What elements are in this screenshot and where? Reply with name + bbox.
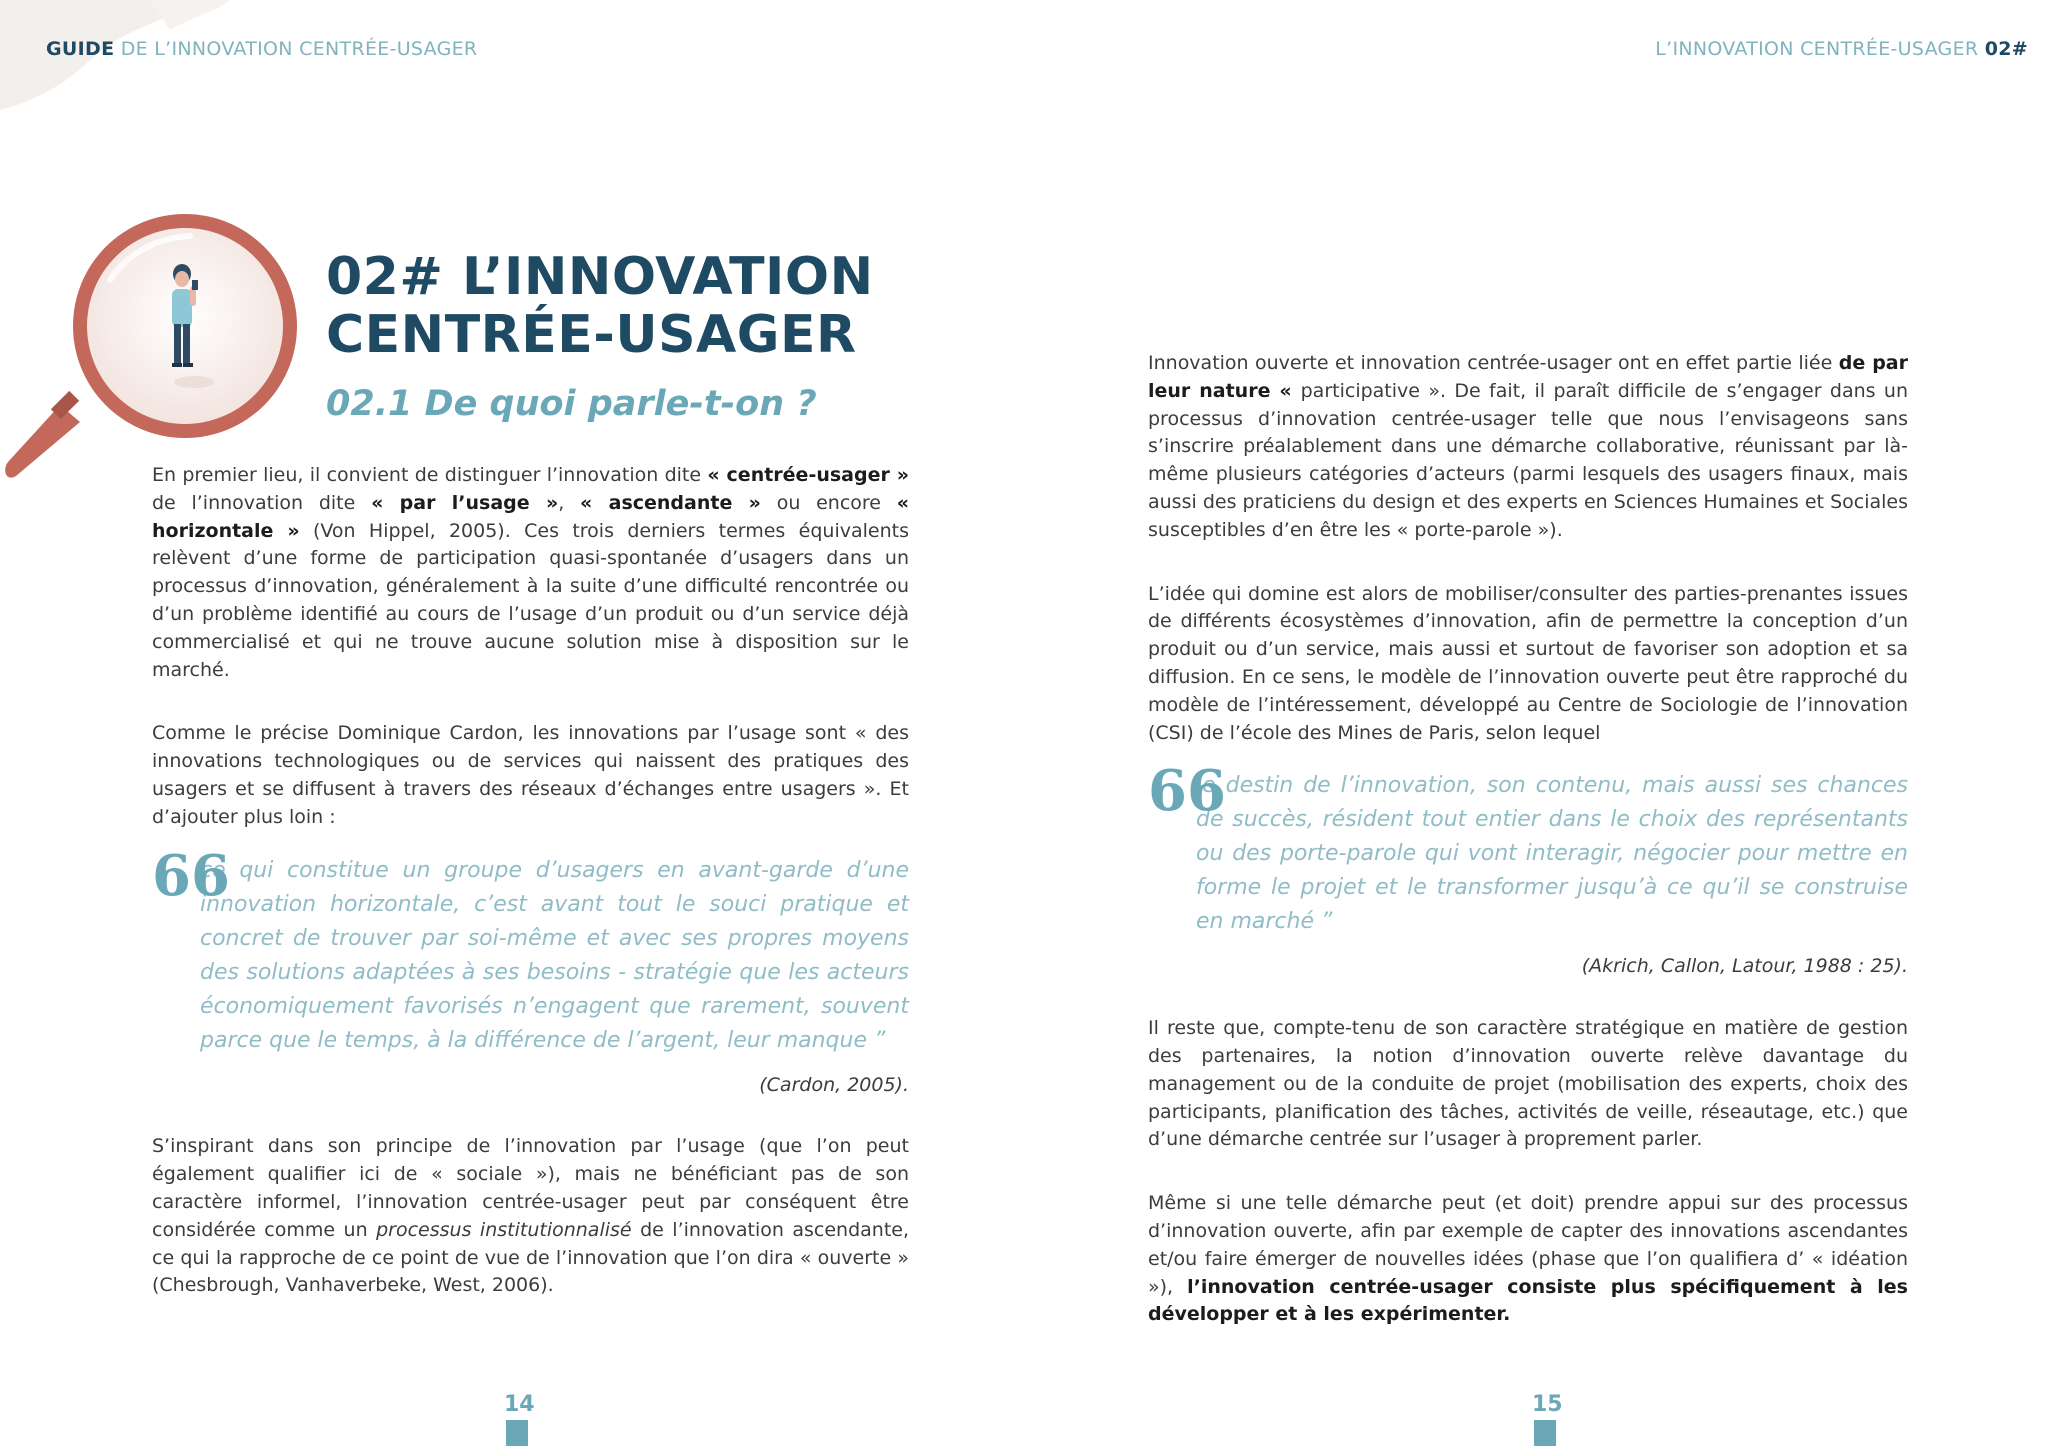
italic-run: processus institutionnalisé	[376, 1218, 632, 1241]
page-marker-right	[1534, 1420, 1556, 1446]
text-run: ,	[558, 491, 581, 514]
page-number-right: 15	[1532, 1392, 1563, 1417]
text-run: de l’innovation dite	[152, 491, 372, 514]
text-run: En premier lieu, il convient de distinguer l’innovation dite	[152, 464, 708, 486]
text-run: Innovation ouverte et innovation centrée-usager ont en effet partie liée	[1148, 352, 1839, 374]
chapter-title	[326, 248, 874, 364]
right-paragraph-4	[1148, 1190, 1908, 1329]
left-page-column	[152, 462, 909, 1336]
bold-run: « par l’usage »	[371, 491, 559, 514]
bold-run: l’innovation centrée-usager consiste plus spécifiquement à les développer et à les expérimenter.	[1148, 1275, 1908, 1326]
text-run: participative ». De fait, il paraît difficile de s’engager dans un processus d’innovation centrée-usager telle que nous l’envisageons sans s’inscrire préalablement dans une démarche collaborative, réunissant par là-même plusieurs catégories d’acteurs (parmi lesquels des usagers finaux, mais aussi des praticiens du design et des experts en Sciences Humaines et Sociales susceptibles d’en être les « porte-parole »).	[1148, 379, 1908, 541]
text-run: ou encore	[760, 491, 897, 514]
header-chapter-title: L’INNOVATION CENTRÉE-USAGER	[1655, 38, 1979, 60]
page-marker-left	[506, 1420, 528, 1446]
text-run: de l’innovation ascendante, ce qui la rapproche de ce point de vue de l’innovation que l’on dira « ouverte » (Chesbrough, Vanhaverbeke, West, 2006).	[152, 1218, 910, 1297]
chapter-title-line-2: CENTRÉE-USAGER	[326, 305, 857, 365]
right-page-column	[1148, 350, 1908, 1365]
section-subtitle: 02.1 De quoi parle-t-on ?	[326, 384, 817, 424]
right-quote-citation: (Akrich, Callon, Latour, 1988 : 25).	[1581, 955, 1908, 978]
bold-run: « horizontale »	[152, 491, 910, 542]
text-run: (Von Hippel, 2005). Ces trois derniers termes équivalents relèvent d’une forme de participation quasi-spontanée d’usagers dans un processus d’innovation, généralement à la suite d’une difficulté rencontrée ou d’un problème identifié au cours de l’usage d’un produit ou d’un service déjà commercialisé et qui ne trouve aucune solution mise à disposition sur le marché.	[152, 519, 909, 681]
bold-run: de par leur nature «	[1148, 352, 1908, 402]
text-run: Même si une telle démarche peut (et doit) prendre appui sur des processus d’innovation ouverte, afin par exemple de capter des innovations ascendantes et/ou faire émerger de nouvelles idées (phase que l’on qualifiera d’ « idéation »),	[1148, 1192, 1908, 1298]
running-header-right	[1655, 38, 2028, 60]
bold-run: « centrée-usager »	[707, 464, 910, 486]
left-blockquote	[152, 842, 909, 1058]
left-paragraph-1	[152, 462, 909, 684]
text-run: S’inspirant dans son principe de l’innovation par l’usage (que l’on peut également qualifier ici de « sociale »), mais ne bénéficiant pas de son caractère informel, l’innovation centrée-usager peut par conséquent être considérée comme un	[152, 1135, 909, 1241]
page-number-left: 14	[504, 1392, 535, 1417]
left-paragraph-3	[152, 1133, 909, 1300]
corner-paint-splash	[0, 0, 260, 120]
left-quote-citation: (Cardon, 2005).	[759, 1073, 909, 1096]
left-quote-text: ce qui constitue un groupe d’usagers en avant-garde d’une innovation horizontale, c’est avant tout le souci pratique et concret de trouver par soi-même et avec ses propres moyens des solutions adaptées à ses besoins - stratégie que les acteurs économiquement favorisés n’engagent que rarement, souvent parce que le temps, à la différence de l’argent, leur manque ”	[200, 857, 909, 1053]
running-header-left	[46, 38, 477, 60]
chapter-title-line-1: 02# L’INNOVATION	[326, 247, 874, 307]
right-paragraph-1	[1148, 350, 1908, 545]
right-paragraph-2: L’idée qui domine est alors de mobiliser/consulter des parties-prenantes issues de différents écosystèmes d’innovation, afin de permettre la conception d’un produit ou d’un service, mais aussi et surtout de favoriser son adoption et sa diffusion. En ce sens, le modèle de l’innovation ouverte peut être rapproché du modèle de l’intéressement, développé au Centre de Sociologie de l’innovation (CSI) de l’école des Mines de Paris, selon lequel	[1148, 582, 1908, 744]
right-quote-text: le destin de l’innovation, son contenu, mais aussi ses chances de succès, résident tout entier dans le choix des représentants ou des porte-parole qui vont interagir, négocier pour mettre en forme le projet et le transformer jusqu’à ce qu’il se construise en marché ”	[1196, 773, 1908, 935]
right-blockquote	[1148, 758, 1908, 939]
quote-mark-icon: 66	[1148, 758, 1226, 825]
quote-mark-icon: 66	[152, 842, 230, 909]
left-paragraph-2: Comme le précise Dominique Cardon, les innovations par l’usage sont « des innovations technologiques ou de services qui naissent des pratiques des usagers et se diffusent à travers des réseaux d’échanges entre usagers ». Et d’ajouter plus loin :	[152, 722, 909, 828]
header-guide-title: DE L’INNOVATION CENTRÉE-USAGER	[120, 38, 478, 60]
header-guide-label: GUIDE	[46, 38, 115, 60]
header-chapter-number: 02#	[1984, 38, 2028, 60]
bold-run: « ascendante »	[580, 491, 761, 514]
right-paragraph-3: Il reste que, compte-tenu de son caractère stratégique en matière de gestion des partenaires, la notion d’innovation ouverte relève davantage du management ou de la conduite de projet (mobilisation des experts, choix des participants, planification des tâches, activités de veille, réseautage, etc.) que d’une démarche centrée sur l’usager à proprement parler.	[1148, 1017, 1908, 1151]
